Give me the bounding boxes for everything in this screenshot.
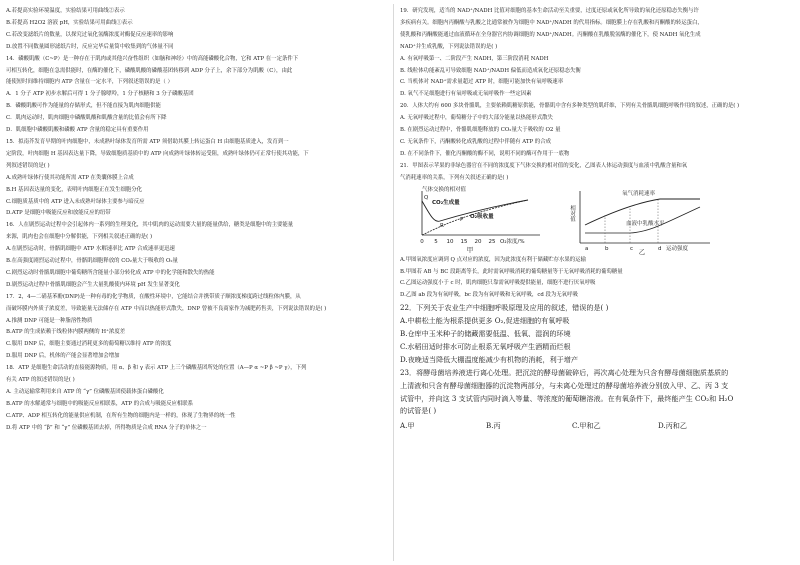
- text-line: 而破坏膜内外质子浓度差，导致能量无法储存在 ATP 中而以热能形式散失，DNP 曾被不良商家作为减肥药售卖，下列说法错误的是( ): [6, 305, 327, 312]
- option-line: A.成熟叶绿体行使其功能所需 ATP 在类囊体膜上合成: [6, 174, 134, 181]
- jia-x-label: O₂浓度/%: [500, 238, 525, 245]
- option-line: A．1 分子 ATP 初步水解后可得 1 分子腺嘌呤，1 分子核糖和 3 分子磷酸基团: [6, 91, 194, 98]
- yi-y-label: 相对值: [569, 204, 575, 222]
- option-line: C. 当机体对 NAD⁺需求量超过 ATP 时，细胞可能加快有氧呼吸速率: [400, 79, 564, 86]
- jia-point-label: P: [460, 216, 464, 223]
- option-line: B. 在剧烈运动过程中，骨骼肌细胞释放的 CO₂量大于吸收的 O2 量: [400, 127, 561, 134]
- question-21-figures: [400, 185, 790, 255]
- column-divider: [393, 4, 394, 561]
- question-16-stem: 16．人在剧烈运动过程中会引起体内一系列的生理变化，其中肌肉的运动需要大量的能量供给，糖类是细胞中的主要能量: [6, 222, 294, 229]
- text-line: 列叙述错误的是( ): [6, 162, 50, 169]
- option-line: B.仓库中玉米种子的储藏需要低温、低氧、湿润的环境: [400, 329, 571, 339]
- option-line: D．肌细胞中磷酸肌酸和磷酸 ATP 含量的稳定具有重要作用: [6, 127, 149, 134]
- option-line: D.ATP 是细胞中吸能反应和放能反应的纽带: [6, 210, 111, 217]
- option-line: C.服用 DNP 后，细胞主要通过消耗更多的葡萄糖以维持 ATP 的浓度: [6, 341, 172, 348]
- graph-yi: [569, 189, 710, 255]
- option-line: C.细胞质基质中的 ATP 进入未成熟叶绿体主要参与暗反应: [6, 198, 145, 205]
- option-line: B.H 基因表达量的变化，表明叶肉细胞正在发生细胞分化: [6, 186, 143, 193]
- option-line: B.在高强度剧烈运动过程中，骨骼肌细胞释放的 CO₂量大于吸收的 O₂量: [6, 258, 178, 265]
- option-line: C.ATP、ADP 相互转化的能量供应机制，在所有生物的细胞内是一样的，体现了生物界的统一性: [6, 412, 236, 419]
- jia-x-tick: 5: [434, 238, 438, 245]
- question-22-stem: 22．下列关于农业生产中细胞呼吸原理及应用的叙述，错误的是( ): [400, 303, 609, 313]
- option-line: A. 主动运输常利用来自 ATP 的 “γ” 位磷酸基团使载体蛋白磷酸化: [6, 389, 164, 395]
- question-17-stem: 17．2，4—二硝基苯酚(DNP)是一种有毒的化学物质，在酸性环境中，它能结合并携带质子顺浓度梯度跨过线粒体内膜，从: [6, 293, 301, 300]
- option-line: D.将 ATP 中的 “β” 和 “γ” 位磷酸基团去掉，所得物质是合成 RNA 分子的单体之一: [6, 424, 207, 431]
- jia-point-label: Q: [424, 194, 429, 201]
- right-column: [400, 6, 794, 434]
- question-20-stem: 20．人体大约有 600 多块骨骼肌，主要依赖肌糖原供能，骨骼肌中含有多种类型的肌纤维，下列有关骨骼肌细胞呼吸作用的叙述，正确的是( ): [400, 103, 740, 110]
- text-line: 定阶段，叶肉细胞 H 基因表达量下降，导致细胞质基质中的 ATP 向成熟叶绿体转运受阻，成熟叶绿体仍可正常行使其功能，下: [6, 150, 309, 157]
- option-line: B.甲图若 AB 与 BC 段距离等长，此时需氧呼吸消耗的葡萄糖量等于无氧呼吸消耗的葡萄糖量: [400, 268, 623, 275]
- yi-lactate-curve: [585, 207, 700, 233]
- jia-x-tick: 10: [446, 238, 454, 245]
- question-23-options: [400, 418, 794, 434]
- text-line: 试管中，并向这 3 支试管内同时滴入等量、等浓度的葡萄糖溶液。在有氧条件下，最终能产生 CO₂和 H₂O: [400, 393, 734, 403]
- text-line: NAD⁺并生成乳酸，下列说法错误的是( ): [400, 43, 498, 50]
- yi-x-tick: c: [630, 245, 634, 252]
- jia-x-tick: 15: [460, 238, 468, 245]
- jia-curve-label: CO₂生成量: [432, 199, 460, 206]
- option-line: D.乙图 ab 段为有氧呼吸，bc 段为有氧呼吸和无氧呼吸，cd 段为无氧呼吸: [400, 292, 578, 299]
- jia-panel-label: 甲: [466, 245, 474, 254]
- jia-x-tick: 0: [420, 238, 424, 245]
- jia-x-tick: 25: [488, 238, 496, 245]
- option-line: C.乙图运动强度小于 c 时，肌肉细胞只靠需氧呼吸提供能量，细胞不进行厌氧呼吸: [400, 280, 596, 287]
- option-d: D.丙和乙: [658, 421, 687, 431]
- graph-jia: [420, 185, 540, 254]
- option-line: A. 有氧呼吸第一、二阶段产生 NADH，第三阶段消耗 NADH: [400, 55, 549, 62]
- option-c: C.甲和乙: [572, 421, 601, 431]
- option-line: D. 在不同条件下，催化丙酮酸的酶不同，说明不同的酶可作用于一底物: [400, 150, 570, 157]
- text-line: B.若提高 H2O2 溶液 pH，实验结果可用曲线①表示: [6, 19, 133, 26]
- yi-x-label: 运动强度: [666, 245, 689, 252]
- yi-x-tick: b: [605, 245, 609, 252]
- option-line: A.推测 DNP 可能是一种脂溶性物质: [6, 317, 93, 324]
- text-line: 可相互转化，细胞在急需供能时，在酶的催化下，磷酸肌酸的磷酸基团转移到 ADP 分子上，余下部分为肌酸（C），由此: [6, 67, 293, 74]
- text-line: A.若提高实验环境温度，实验结果可用曲线②表示: [6, 8, 125, 14]
- text-line: 的试管是( ): [400, 406, 437, 416]
- option-line: A.甲图氧浓度应调到 Q 点对应的浓度，因为此浓度有利于储藏贮存水果的运输: [400, 256, 586, 263]
- text-line: 上清液和只含有酵母菌细胞器的沉淀物两部分，与未离心处理过的酵母菌培养液分别放入甲、乙、丙 3 支: [400, 380, 729, 390]
- text-line: 能使短时间维持细胞内 ATP 含量在一定水平，下列叙述错误的是（ ）: [6, 79, 173, 86]
- yi-x-tick: a: [585, 245, 589, 252]
- option-line: B．磷酸肌酸可作为能量的存储形式，但不能直接为肌肉细胞供能: [6, 103, 161, 110]
- question-18-stem: 18．ATP 是细胞生命活动的直接能源物质，用 α、β 和 γ 表示 ATP 上三个磷酸基团所处的位置（A—P α ~P β ~P γ），下列: [6, 365, 307, 372]
- text-line: D.放置不同数量圆形滤纸片时，反应完毕后量筒中收集到的气体量不同: [6, 43, 174, 50]
- option-line: C．肌肉运动时，肌肉细胞中磷酸肌酸和肌酸含量的比值会有所下降: [6, 115, 167, 122]
- question-15-stem: 15．拟南芥发育早期的叶肉细胞中，未成熟叶绿体发育所需 ATP 须借助其膜上转运蛋白 H 由细胞基质进入，发育到一: [6, 138, 289, 145]
- jia-curve-label: O₂吸收量: [470, 213, 494, 220]
- option-line: D.服用 DNP 后，机体的产能会显著增加会增加: [6, 353, 120, 360]
- option-line: C. 无氧条件下，丙酮酸转化成乳酸的过程中伴随有 ATP 的合成: [400, 138, 551, 145]
- question-19-stem: 19．研究发现，适当的 NAD⁺/NADH 比值对细胞的基本生命活动至关重要，过度还原或氧化所导致的氧化还原稳态失衡与许: [400, 8, 699, 14]
- yi-curve-label: 氧气消耗速率: [622, 190, 656, 197]
- jia-x-tick: 20: [474, 238, 482, 245]
- option-line: A.中耕松土能为根系提供更多 O₂,促进细胞的有氧呼吸: [400, 316, 570, 326]
- option-line: A.在剧烈运动时，骨骼肌细胞中 ATP 水解速率比 ATP 合成速率更迅速: [6, 246, 175, 253]
- option-line: B.ATP 的生成依赖于线粒体内膜两侧的 H⁺浓度差: [6, 329, 126, 336]
- option-line: A. 无氧呼吸过程中，葡萄糖分子中的大部分能量以热能形式散失: [400, 115, 553, 122]
- option-line: D.剧烈运动过程中骨骼肌细胞会产生大量乳酸使内环境 pH 发生显著变化: [6, 281, 180, 288]
- option-b: B.丙: [486, 421, 501, 431]
- option-line: C.剧烈运动时骨骼肌细胞中葡萄糖所含能量小部分转化成 ATP 中的化学能和散失的热能: [6, 269, 215, 276]
- question-14-stem: 14．磷酸肌酸（C~P）是一种存在于肌肉或其他兴奋性组织（如脑和神经）中的高能磷酸化合物，它和 ATP 在一定条件下: [6, 55, 299, 62]
- figures-svg: [400, 185, 790, 255]
- jia-y-label: 气体交换的相对值: [422, 186, 467, 193]
- text-line: C.若改变滤纸片的数量，以探究过氧化氢酶浓度对酶促反应速率的影响: [6, 31, 174, 38]
- left-column: [6, 6, 390, 435]
- text-line: 有关 ATP 的叙述错误的是( ): [6, 377, 75, 384]
- question-23-stem: 23．将酵母菌培养液进行离心处理。把沉淀的酵母菌破碎后，再次离心处理为只含有酵母菌细胞质基质的: [400, 367, 729, 377]
- yi-x-tick: d: [658, 245, 662, 252]
- yi-panel-label: 乙: [638, 247, 646, 255]
- question-21-stem: 21．甲图表示苹果的非绿色器官在不同的浓度度下气体交换的相对值的变化，乙图表人体运动强度与血液中乳酸含量和氧: [400, 162, 688, 169]
- option-line: D.夜晚适当降低大棚温度能减少有机物的消耗，利于增产: [400, 354, 578, 364]
- text-line: 气消耗速率的关系，下列有关叙述正确的是( ): [400, 174, 509, 181]
- text-line: 使乳酸和丙酮酸能通过血液循环在全身器官内协调细胞的 NAD⁺/NADH。丙酮酸在乳酸脱氢酶的催化下，使 NADH 氧化生成: [400, 31, 701, 38]
- text-line: 来源，肌肉也会在细胞中分解供能，下列相关叙述正确的是( ): [6, 234, 153, 241]
- option-line: B.ATP 的水解通常与细胞中的吸能反应相联系，ATP 的合成与吸能反应相联系: [6, 400, 194, 407]
- option-line: B. 线粒体功能紊乱可导致细胞 NAD⁺/NADH 偏低而造成氧化还原稳态失衡: [400, 67, 581, 74]
- yi-curve-label: 血液中乳酸水平: [626, 220, 665, 227]
- text-line: 多疾病有关。细胞内丙酮酸与乳酸之比通常被作为细胞中 NAD⁺/NADH 的代用指标。细胞膜上存在乳酸和丙酮酸的转运蛋白，: [400, 19, 703, 26]
- jia-point-label: R: [440, 222, 444, 229]
- option-a: A.甲: [400, 421, 415, 431]
- option-line: C.水稻田适时排水可防止根系无氧呼吸产生酒精而烂根: [400, 341, 571, 351]
- option-line: D. 氧气不足细胞进行有氧呼吸或无氧呼吸作一些定因素: [400, 91, 532, 98]
